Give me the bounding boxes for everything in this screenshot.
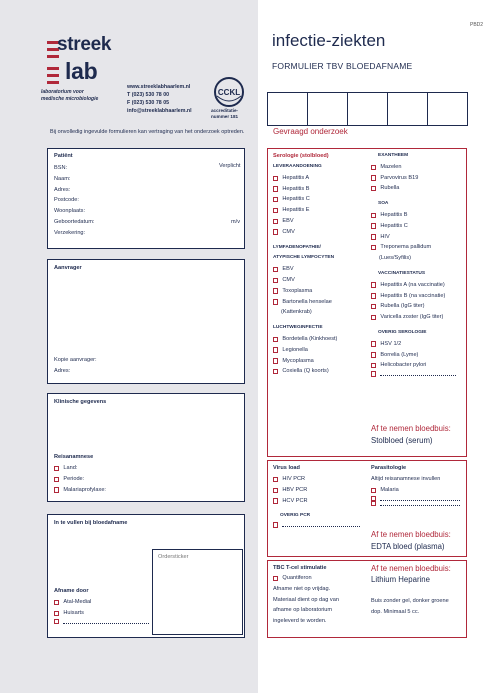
order-sticker-area[interactable]: Ordersticker xyxy=(152,549,243,635)
code-box[interactable] xyxy=(428,93,467,125)
requester-address-field[interactable]: Adres: xyxy=(54,367,71,374)
form-subtitle: FORMULIER TBV BLOEDAFNAME xyxy=(272,61,413,71)
test-vacc-rubella[interactable]: Rubella (IgG titer) xyxy=(371,301,456,312)
test-bordetella[interactable]: Bordetella (Kinkhoest) xyxy=(273,334,337,345)
test-hiv-pcr[interactable]: HIV PCR xyxy=(273,474,360,485)
test-hepatitis-b[interactable]: Hepatitis B xyxy=(273,184,337,195)
insurance-field[interactable]: Verzekering: xyxy=(54,229,86,236)
streeklab-logo: streek lab laboratorium voor medische microbiologie xyxy=(41,34,112,102)
requester-section: Aanvrager Kopie aanvrager: Adres: xyxy=(47,259,245,384)
cckl-badge: CCKL accreditatie- nummer 181 xyxy=(209,76,249,126)
test-quantiferon[interactable]: Quantiferon xyxy=(273,573,339,584)
svg-text:CCKL: CCKL xyxy=(217,88,241,97)
test-treponema[interactable]: Treponema pallidum xyxy=(371,242,456,253)
address-field[interactable]: Adres: xyxy=(54,186,71,193)
bsn-field[interactable]: BSN: xyxy=(54,165,68,171)
cckl-seal-icon xyxy=(209,76,249,108)
test-hsv[interactable]: HSV 1/2 xyxy=(371,339,456,350)
test-vacc-hepatitis-a[interactable]: Hepatitis A (na vaccinatie) xyxy=(371,280,456,291)
virus-parasite-section: Virus load HIV PCR HBV PCR HCV PCR OVERIG PCR Parasitologie Altijd reisanamnese invullen Malaria Af te nemen bloedbuis: EDTA bloed (plasma) xyxy=(267,460,467,557)
code-boxes xyxy=(267,92,468,126)
test-soa-hepatitis-b[interactable]: Hepatitis B xyxy=(371,210,456,221)
notice-text: Bij onvolledig ingevulde formulieren kan vertraging van het onderzoek optreden. xyxy=(50,129,245,135)
test-other-serology[interactable] xyxy=(371,371,456,376)
serology-left-column: LEVERAANDOENING Hepatitis A Hepatitis B Hepatitis C Hepatitis E EBV CMV LYMFADENOPATHIE/ ATYPISCHE LYMFOCYTEN EBV CMV Toxoplasma Bartonella henselae (Kattenkrab) LUCHTWEGINFECTIE Bordetella (Kinkhoest) Legionella Mycoplasma Coxiella (Q koorts) xyxy=(273,162,337,377)
test-mazelen[interactable]: Mazelen xyxy=(371,162,456,173)
test-parvovirus[interactable]: Parvovirus B19 xyxy=(371,173,456,184)
test-rubella[interactable]: Rubella xyxy=(371,183,456,194)
birthdate-field[interactable]: Geboortedatum: xyxy=(54,218,95,225)
option-other[interactable] xyxy=(54,619,149,624)
code-box[interactable] xyxy=(348,93,388,125)
test-other-pcr[interactable] xyxy=(273,522,360,527)
test-hcv-pcr[interactable]: HCV PCR xyxy=(273,496,360,507)
test-lymph-cmv[interactable]: CMV xyxy=(273,275,337,286)
option-atal-medial[interactable]: Atal-Medial xyxy=(54,597,149,608)
period-field[interactable]: Periode: xyxy=(54,474,106,485)
patient-section: Patiënt Verplicht BSN: Naam: Adres: Postcode: Woonplaats: Geboortedatum: Verzekering: m/v xyxy=(47,148,245,249)
test-hbv-pcr[interactable]: HBV PCR xyxy=(273,485,360,496)
test-hepatitis-c[interactable]: Hepatitis C xyxy=(273,194,337,205)
code-box[interactable] xyxy=(308,93,348,125)
city-field[interactable]: Woonplaats: xyxy=(54,208,85,215)
test-helicobacter[interactable]: Helicobacter pylori xyxy=(371,360,456,371)
requested-tests-heading: Gevraagd onderzoek xyxy=(273,127,348,136)
patient-fields xyxy=(54,163,94,239)
test-borrelia[interactable]: Borrelia (Lyme) xyxy=(371,350,456,361)
serology-section: Serologie (stolbloed) LEVERAANDOENING Hepatitis A Hepatitis B Hepatitis C Hepatitis E EBV CMV LYMFADENOPATHIE/ ATYPISCHE LYMFOCYTEN EBV CMV Toxoplasma Bartonella henselae (Kattenkrab) LUCHTWEGINFECTIE Bordetella (Kinkhoest) Legionella Mycoplasma Coxiella (Q koorts) EXANTHEEM Mazelen Parvovirus B19 Rubella SOA Hepatitis B Hepatitis C HIV Treponema pallidum (Lues/Syfilis) VACCINATIESTATUS Hepatitis A (na vaccinatie) Hepatitis B (na vaccinatie) Rubella (IgG titer) Varicella zoster (IgG titer) OVERIG SEROLOGIE HSV 1/2 Borrelia (Lyme) Helicobacter pylori Af te nemen bloedbuis: Stolbloed (serum) xyxy=(267,148,467,457)
test-hepatitis-e[interactable]: Hepatitis E xyxy=(273,205,337,216)
test-malaria[interactable]: Malaria xyxy=(371,485,460,496)
test-cmv[interactable]: CMV xyxy=(273,227,337,238)
code-box[interactable] xyxy=(268,93,308,125)
serology-tube-label: Af te nemen bloedbuis: xyxy=(371,424,451,433)
test-hiv[interactable]: HIV xyxy=(371,232,456,243)
test-other-parasite-2[interactable] xyxy=(371,501,460,506)
test-vacc-varicella[interactable]: Varicella zoster (IgG titer) xyxy=(371,312,456,323)
country-field[interactable]: Land: xyxy=(54,463,106,474)
copy-requester-field[interactable]: Kopie aanvrager: xyxy=(54,357,97,363)
clinical-section: Klinische gegevens Reisanamnese Land: Periode: Malariaprofylaxe: xyxy=(47,393,245,502)
test-bartonella[interactable]: Bartonella henselae xyxy=(273,297,337,308)
test-toxoplasma[interactable]: Toxoplasma xyxy=(273,286,337,297)
serology-tube: Stolbloed (serum) xyxy=(371,436,433,445)
test-soa-hepatitis-c[interactable]: Hepatitis C xyxy=(371,221,456,232)
malaria-prophylaxis-field[interactable]: Malariaprofylaxe: xyxy=(54,485,106,496)
serology-right-column: EXANTHEEM Mazelen Parvovirus B19 Rubella SOA Hepatitis B Hepatitis C HIV Treponema pallidum (Lues/Syfilis) VACCINATIESTATUS Hepatitis A (na vaccinatie) Hepatitis B (na vaccinatie) Rubella (IgG titer) Varicella zoster (IgG titer) OVERIG SEROLOGIE HSV 1/2 Borrelia (Lyme) Helicobacter pylori xyxy=(371,151,456,377)
test-mycoplasma[interactable]: Mycoplasma xyxy=(273,356,337,367)
test-coxiella[interactable]: Coxiella (Q koorts) xyxy=(273,366,337,377)
gender-field[interactable]: m/v xyxy=(231,219,241,225)
test-lymph-ebv[interactable]: EBV xyxy=(273,264,337,275)
form-code: PBD2 xyxy=(470,22,484,28)
test-vacc-hepatitis-b[interactable]: Hepatitis B (na vaccinatie) xyxy=(371,291,456,302)
name-field[interactable]: Naam: xyxy=(54,175,71,182)
collection-section: In te vullen bij bloedafname Ordersticker Afname door Atal-Medial Huisarts xyxy=(47,514,245,638)
postcode-field[interactable]: Postcode: xyxy=(54,197,79,204)
option-huisarts[interactable]: Huisarts xyxy=(54,608,149,619)
test-hepatitis-a[interactable]: Hepatitis A xyxy=(273,173,337,184)
test-other-parasite-1[interactable] xyxy=(371,496,460,501)
contact-info: www.streeklabhaarlem.nl T (023) 530 78 00 F (023) 530 78 05 info@streeklabhaarlem.nl xyxy=(127,84,192,114)
code-box[interactable] xyxy=(388,93,428,125)
test-legionella[interactable]: Legionella xyxy=(273,345,337,356)
form-title: infectie-ziekten xyxy=(272,31,386,50)
test-ebv[interactable]: EBV xyxy=(273,216,337,227)
tbc-section: TBC T-cel stimulatie Quantiferon Afname niet op vrijdag. Materiaal dient op dag van afname op laboratorium ingeleverd te worden. Af te nemen bloedbuis: Lithium Heparine Buis zonder gel, donker groene dop. Minimaal 5 cc. xyxy=(267,560,467,638)
